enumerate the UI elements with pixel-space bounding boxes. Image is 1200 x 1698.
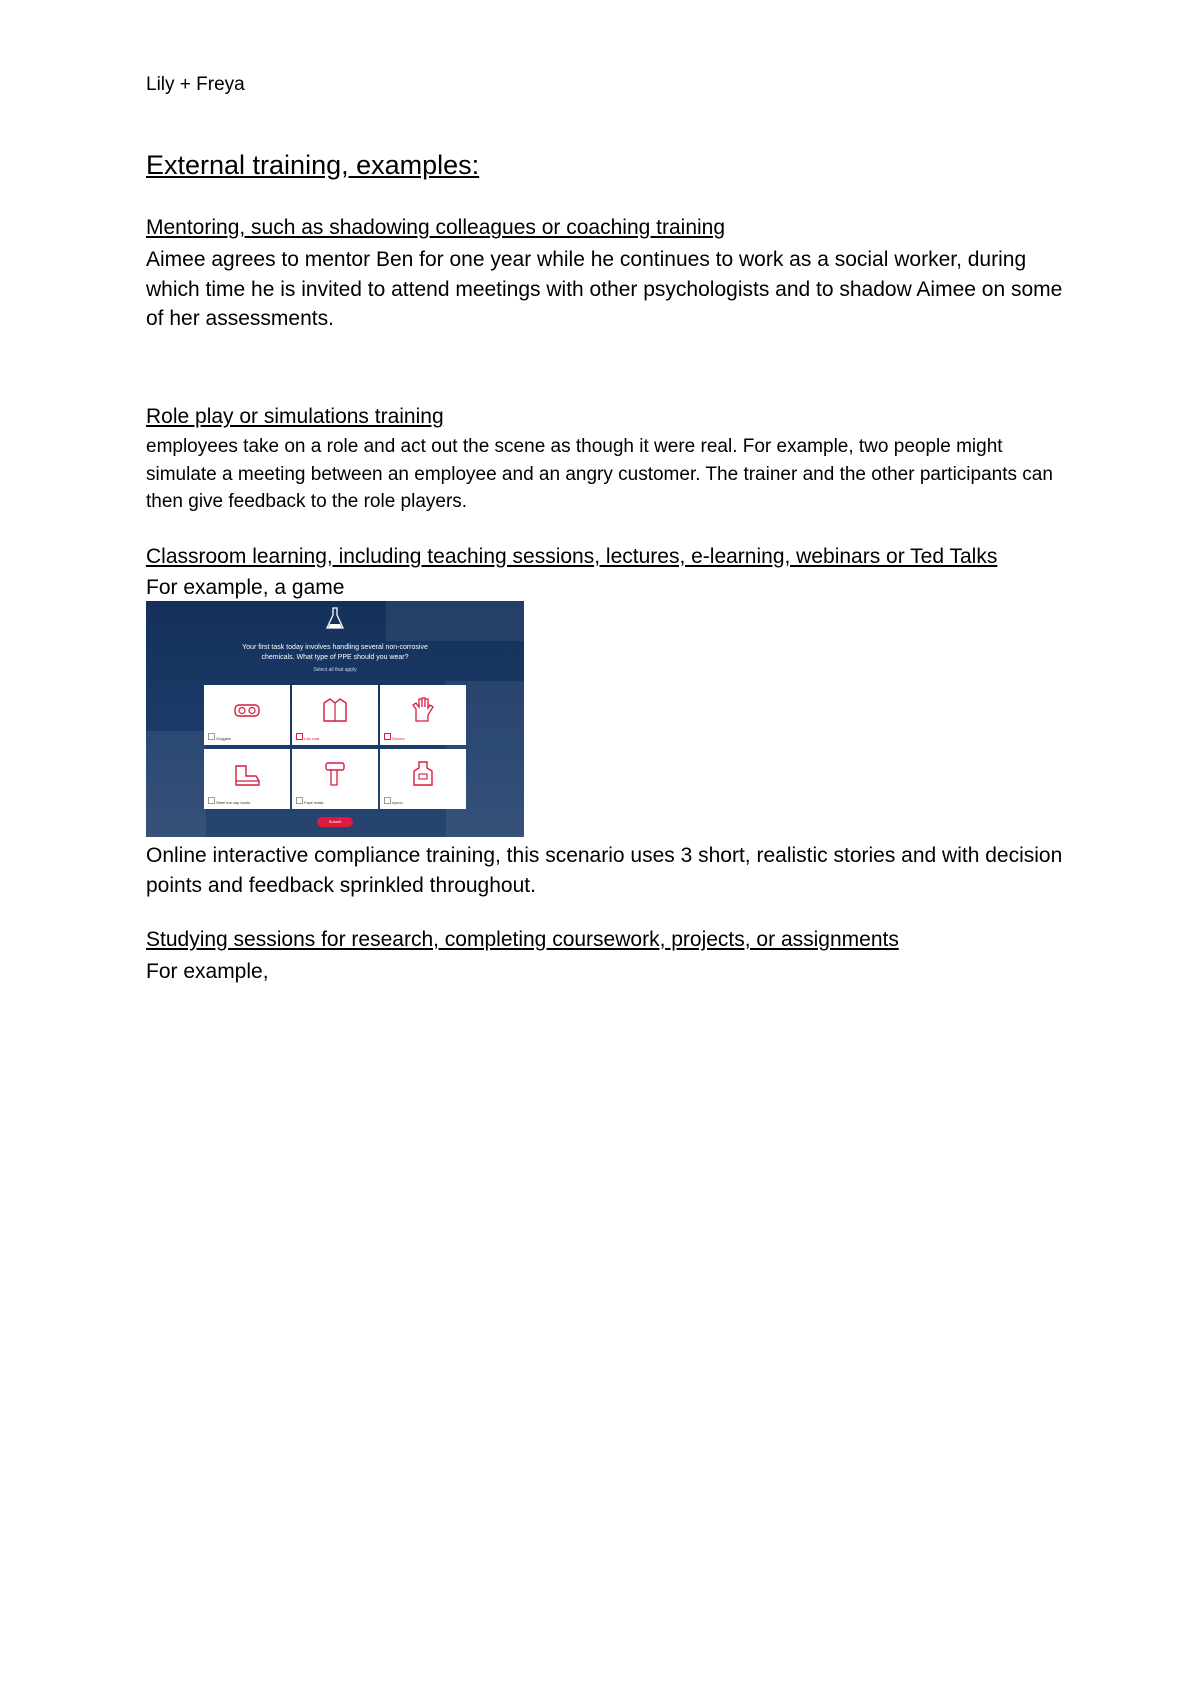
option-card-apron[interactable] — [380, 749, 466, 809]
section-heading-studying: Studying sessions for research, completing coursework, projects, or assignments — [146, 928, 899, 951]
section-intro-classroom: For example, a game — [146, 576, 345, 599]
section-heading-role-play: Role play or simulations training — [146, 405, 444, 428]
submit-button[interactable]: Submit — [317, 817, 353, 827]
option-label: Goggles — [216, 736, 231, 741]
goggles-icon — [232, 695, 262, 725]
option-label: Gloves — [392, 736, 405, 741]
option-card-boots[interactable] — [204, 749, 290, 809]
option-label: Face mask — [304, 800, 324, 805]
game-hint: Select all that apply — [313, 667, 357, 673]
page-title: External training, examples: — [146, 150, 480, 180]
section-heading-mentoring: Mentoring, such as shadowing colleagues or coaching training — [146, 216, 726, 239]
option-card-lab-coat[interactable] — [292, 685, 378, 745]
option-card-face-mask[interactable] — [292, 749, 378, 809]
boots-icon — [232, 759, 262, 789]
option-checkbox[interactable] — [208, 797, 215, 804]
section-body-role-play: employees take on a role and act out the scene as though it were real. For example, two people might simulate a meeting between an employee and an angry customer. The trainer and the other participants can then give feedback to the role players. — [146, 436, 1053, 512]
option-checkbox-checked[interactable] — [296, 733, 303, 740]
section-heading-classroom: Classroom learning, including teaching sessions, lectures, e-learning, webinars or Ted Talks — [146, 545, 998, 568]
option-label: Apron — [392, 800, 403, 805]
author-line: Lily + Freya — [146, 74, 245, 95]
face-mask-icon — [320, 759, 350, 789]
option-label: Steel toe cap boots — [216, 800, 251, 805]
option-checkbox[interactable] — [296, 797, 303, 804]
option-card-goggles[interactable] — [204, 685, 290, 745]
option-checkbox[interactable] — [384, 797, 391, 804]
gloves-icon — [408, 695, 438, 725]
game-prompt: Your first task today involves handling several non-corrosive chemicals. What type of PPE should you wear? — [242, 644, 428, 661]
option-checkbox-checked[interactable] — [384, 733, 391, 740]
section-body-studying: For example, — [146, 960, 269, 983]
game-screenshot — [146, 601, 524, 837]
option-card-gloves[interactable] — [380, 685, 466, 745]
flask-icon — [326, 607, 344, 631]
apron-icon — [408, 759, 438, 789]
section-body-mentoring: Aimee agrees to mentor Ben for one year while he continues to work as a social worker, during which time he is invited to attend meetings with other psychologists and to shadow Aimee on some of her assessments. — [146, 248, 1063, 330]
option-label: Lab coat — [304, 736, 320, 741]
option-checkbox[interactable] — [208, 733, 215, 740]
lab-coat-icon — [320, 695, 350, 725]
section-caption-classroom: Online interactive compliance training, this scenario uses 3 short, realistic stories and with decision points and feedback sprinkled throughout. — [146, 844, 1063, 897]
